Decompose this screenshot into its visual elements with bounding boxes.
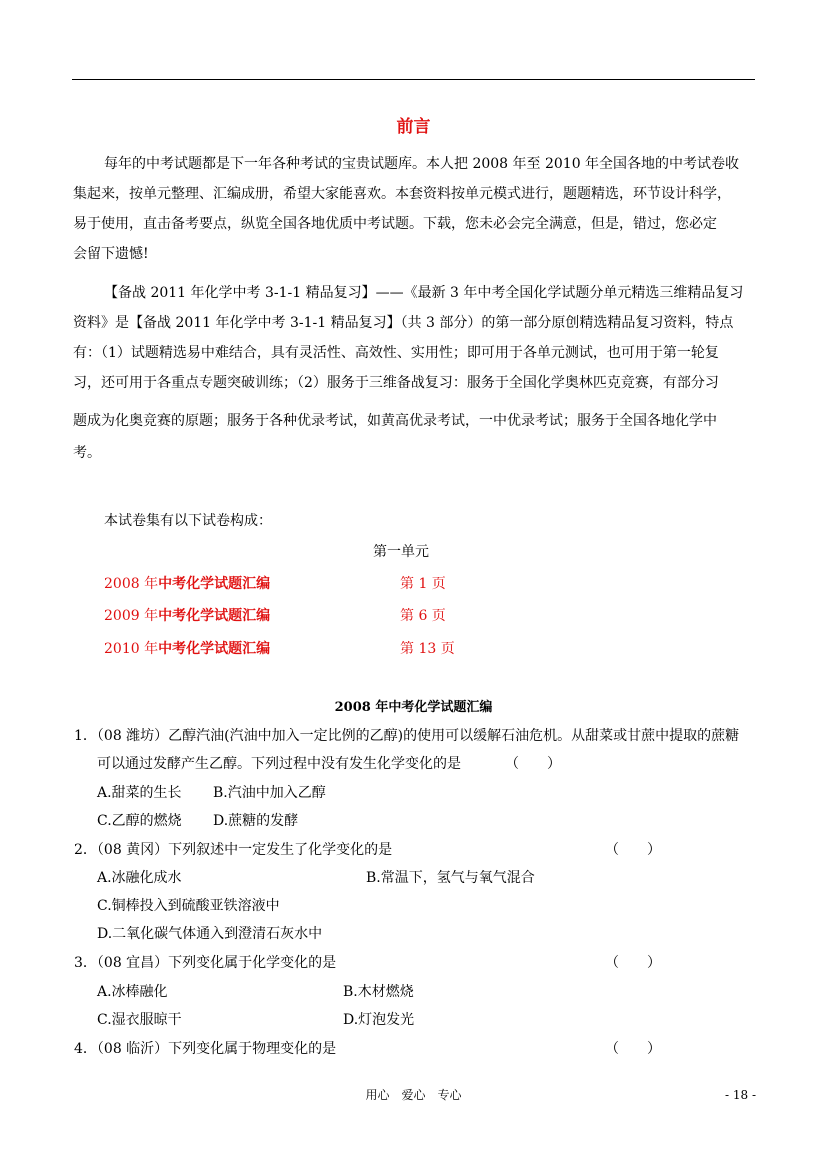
q3-option-c: C.湿衣服晾干 bbox=[97, 1012, 182, 1028]
toc-item-year: 2010 年 bbox=[104, 641, 159, 657]
section-title: 2008 年中考化学试题汇编 bbox=[334, 700, 493, 715]
question-1-stem-2: 可以通过发酵产生乙醇。下列过程中没有发生化学变化的是 bbox=[97, 756, 461, 772]
intro-line-4: 会留下遗憾! bbox=[73, 246, 149, 262]
toc-page-3[interactable]: 第 13 页 bbox=[400, 641, 455, 657]
page-number: - 18 - bbox=[725, 1088, 757, 1102]
q1-option-d: D.蔗糖的发酵 bbox=[213, 813, 299, 829]
question-3-stem: 3．（08 宜昌）下列变化属于化学变化的是 bbox=[74, 955, 337, 971]
toc-item-name: 中考化学试题汇编 bbox=[158, 608, 271, 624]
desc-line-2: 资料》是【备战 2011 年化学中考 3-1-1 精品复习】（共 3 部分）的第一部分原创精选精品复习资料，特点 bbox=[73, 315, 734, 331]
q3-option-b: B.木材燃烧 bbox=[343, 984, 414, 1000]
toc-page-2[interactable]: 第 6 页 bbox=[400, 608, 446, 624]
answer-paren-2: （ ） bbox=[605, 842, 661, 858]
q2-option-b: B.常温下，氢气与氧气混合 bbox=[366, 870, 535, 886]
toc-item-name: 中考化学试题汇编 bbox=[158, 576, 271, 592]
desc-line-6: 考。 bbox=[73, 445, 101, 461]
intro-line-2: 集起来，按单元整理、汇编成册，希望大家能喜欢。本套资料按单元模式进行，题题精选，环节设计科学， bbox=[73, 186, 731, 202]
toc-item-year: 2008 年 bbox=[104, 576, 159, 592]
q1-option-b: B.汽油中加入乙醇 bbox=[213, 785, 326, 801]
q2-option-a: A.冰融化成水 bbox=[97, 870, 182, 886]
answer-paren-1: （ ） bbox=[505, 756, 561, 772]
intro-line-1: 每年的中考试题都是下一年各种考试的宝贵试题库。本人把 2008 年至 2010 年全国各地的中考试卷收 bbox=[104, 156, 740, 172]
toc-unit: 第一单元 bbox=[373, 544, 429, 560]
page-title: 前言 bbox=[396, 117, 431, 137]
question-4-stem: 4．（08 临沂）下列变化属于物理变化的是 bbox=[74, 1041, 337, 1057]
q3-option-a: A.冰棒融化 bbox=[97, 984, 168, 1000]
toc-item-1[interactable] bbox=[104, 573, 270, 593]
toc-item-name: 中考化学试题汇编 bbox=[158, 641, 271, 657]
toc-page-1[interactable]: 第 1 页 bbox=[400, 576, 446, 592]
answer-paren-3: （ ） bbox=[605, 955, 661, 971]
question-2-stem: 2．（08 黄冈）下列叙述中一定发生了化学变化的是 bbox=[74, 842, 393, 858]
q3-option-d: D.灯泡发光 bbox=[343, 1012, 415, 1028]
q2-option-c: C.铜棒投入到硫酸亚铁溶液中 bbox=[97, 898, 280, 914]
desc-line-1: 【备战 2011 年化学中考 3-1-1 精品复习】——《最新 3 年中考全国化学试题分单元精选三维精品复习 bbox=[104, 285, 744, 301]
desc-line-5: 题成为化奥竞赛的原题；服务于各种优录考试，如黄高优录考试，一中优录考试；服务于全国各地化学中 bbox=[73, 413, 717, 429]
desc-line-4: 习，还可用于各重点专题突破训练；（2）服务于三维备战复习：服务于全国化学奥林匹克竞赛，有部分习 bbox=[73, 375, 719, 391]
toc-intro: 本试卷集有以下试卷构成： bbox=[104, 513, 272, 529]
question-1-stem: 1．（08 潍坊）乙醇汽油(汽油中加入一定比例的乙醇)的使用可以缓解石油危机。从甜菜或甘蔗中提取的蔗糖 bbox=[74, 728, 740, 744]
toc-item-2[interactable] bbox=[104, 605, 270, 625]
answer-paren-4: （ ） bbox=[605, 1041, 661, 1057]
toc-item-year: 2009 年 bbox=[104, 608, 159, 624]
header-rule bbox=[72, 79, 755, 80]
desc-line-3: 有：（1）试题精选易中难结合，具有灵活性、高效性、实用性；即可用于各单元测试，也可用于第一轮复 bbox=[73, 345, 719, 361]
q1-option-c: C.乙醇的燃烧 bbox=[97, 813, 182, 829]
intro-line-3: 易于使用，直击备考要点，纵览全国各地优质中考试题。下载，您未必会完全满意，但是，错过，您必定 bbox=[73, 216, 717, 232]
footer-motto: 用心 爱心 专心 bbox=[365, 1088, 462, 1102]
q1-option-a: A.甜菜的生长 bbox=[97, 785, 182, 801]
q2-option-d: D.二氧化碳气体通入到澄清石灰水中 bbox=[97, 926, 323, 942]
toc-item-3[interactable] bbox=[104, 638, 270, 658]
